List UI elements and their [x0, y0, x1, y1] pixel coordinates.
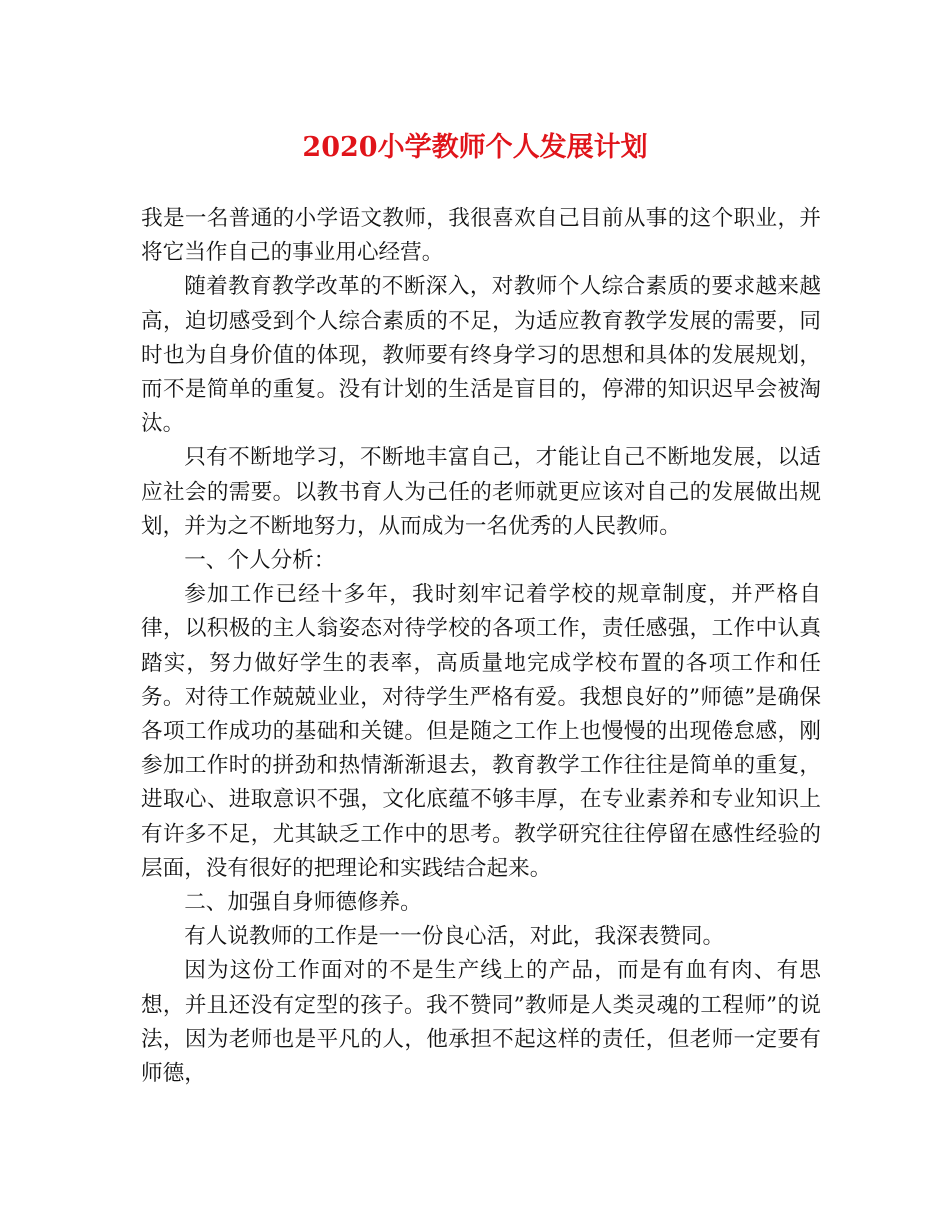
paragraph-learning: 只有不断地学习，不断地丰富自己，才能让自己不断地发展，以适应社会的需要。以教书育人为己任的老师就更应该对自己的发展做出规划，并为之不断地努力，从而成为一名优秀的人民教师。: [141, 445, 821, 539]
paragraph-personal-analysis: 参加工作已经十多年，我时刻牢记着学校的规章制度，并严格自律，以积极的主人翁姿态对待学校的各项工作，责任感强，工作中认真踏实，努力做好学生的表率，高质量地完成学校布置的各项工作和任务。对待工作兢兢业业，对待学生严格有爱。我想良好的”师德”是确保各项工作成功的基础和关键。但是随之工作上也慢慢的出现倦怠感，刚参加工作时的拼劲和热情渐渐退去，教育教学工作往往是简单的重复，进取心、进取意识不强，文化底蕴不够丰厚，在专业素养和专业知识上有许多不足，尤其缺乏工作中的思考。教学研究往往停留在感性经验的层面，没有很好的把理论和实践结合起来。: [141, 582, 821, 881]
section-heading-personal-analysis: 一、个人分析：: [184, 548, 336, 574]
paragraph-children: 因为这份工作面对的不是生产线上的产品，而是有血有肉、有思想，并且还没有定型的孩子。我不赞同”教师是人类灵魂的工程师”的说法，因为老师也是平凡的人，他承担不起这样的责任，但老师一定要有师德，: [141, 958, 821, 1087]
paragraph-intro: 我是一名普通的小学语文教师，我很喜欢自己目前从事的这个职业，并将它当作自己的事业用心经营。: [141, 206, 821, 266]
document-title: 2020小学教师个人发展计划: [302, 132, 648, 163]
paragraph-conscience: 有人说教师的工作是一一份良心活，对此，我深表赞同。: [184, 924, 725, 950]
paragraph-reform: 随着教育教学改革的不断深入，对教师个人综合素质的要求越来越高，迫切感受到个人综合素质的不足，为适应教育教学发展的需要，同时也为自身价值的体现，教师要有终身学习的思想和具体的发展规划，而不是简单的重复。没有计划的生活是盲目的，停滞的知识迟早会被淘汰。: [141, 274, 821, 437]
document-body: [141, 202, 821, 1091]
section-heading-teacher-ethics: 二、加强自身师德修养。: [184, 890, 422, 916]
